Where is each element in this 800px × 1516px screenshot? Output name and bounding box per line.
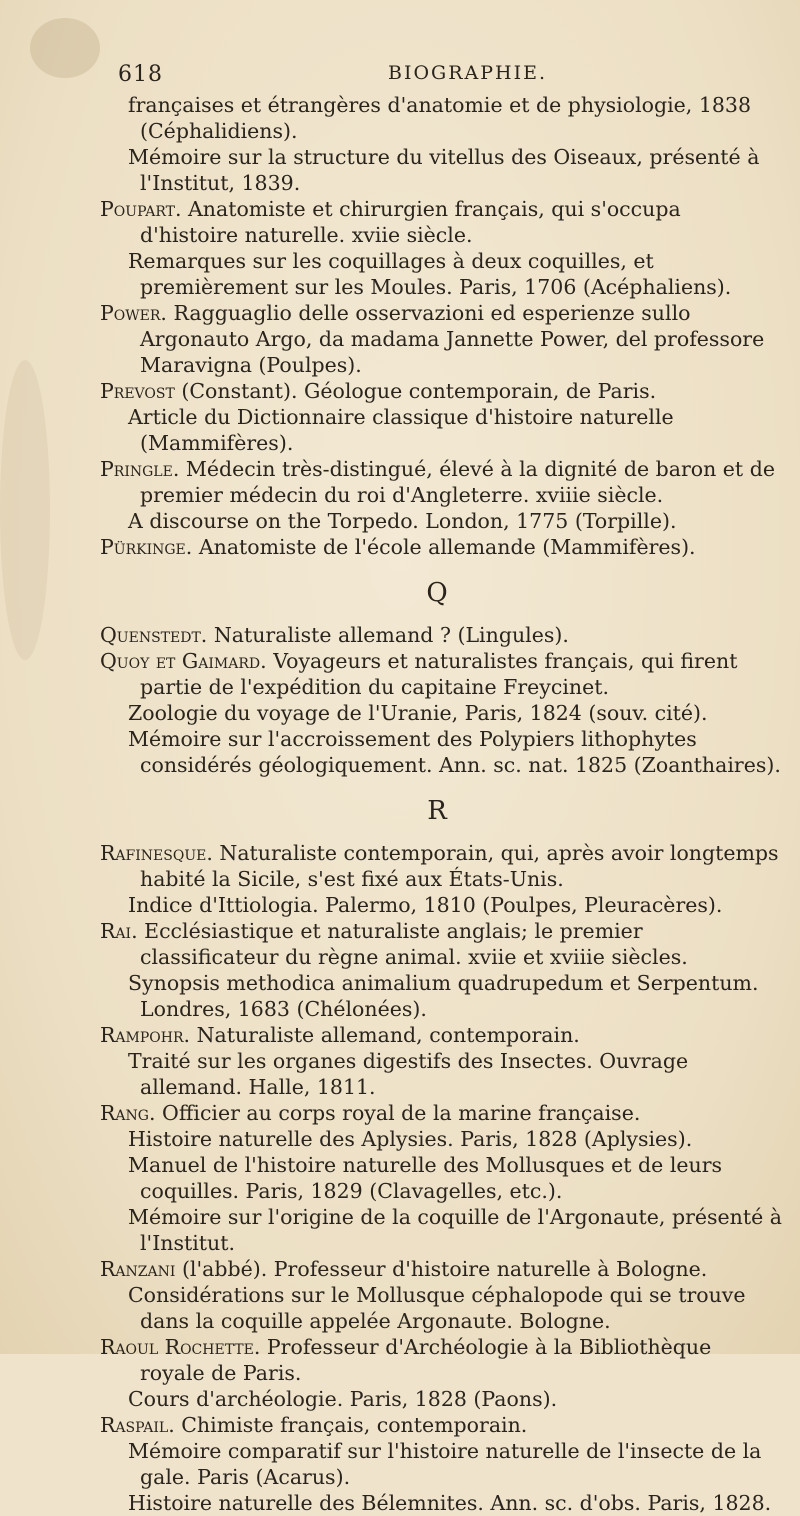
biography-entry (92, 456, 782, 508)
biography-entry (92, 534, 782, 560)
entry-name: Poupart. (100, 197, 182, 221)
work-citation: Article du Dictionnaire classique d'histoire naturelle (Mammifères). (128, 405, 674, 455)
entry-name: Raoul Rochette. (100, 1335, 261, 1359)
entry-text: Officier au corps royal de la marine française. (155, 1101, 641, 1125)
section-letter: Q (426, 578, 448, 608)
biography-entry (92, 648, 782, 700)
biography-entry (92, 1022, 782, 1048)
biography-entry (92, 1256, 782, 1282)
entry-text: Chimiste français, contemporain. (174, 1413, 528, 1437)
entry-name: Quoy et Gaimard. (100, 649, 267, 673)
work-citation: Mémoire sur l'accroissement des Polypiers lithophytes considérés géologiquement. Ann. sc. nat. 1825 (Zoanthaires). (128, 727, 781, 777)
work-citation: Considérations sur le Mollusque céphalopode qui se trouve dans la coquille appelée Argonaute. Bologne. (128, 1283, 746, 1333)
biography-entry (92, 840, 782, 892)
biography-entry (92, 378, 782, 404)
work-citation: Mémoire sur la structure du vitellus des Oiseaux, présenté à l'Institut, 1839. (128, 145, 760, 195)
work-citation: Mémoire comparatif sur l'histoire naturelle de l'insecte de la gale. Paris (Acarus). (128, 1439, 762, 1489)
entry-name: Raspail. (100, 1413, 175, 1437)
entry-name: Pringle. (100, 457, 180, 481)
entry-name: Quenstedt. (100, 623, 208, 647)
entry-text: Anatomiste et chirurgien français, qui s'occupa d'histoire naturelle. xviie siècle. (140, 197, 681, 247)
biography-entry (92, 1412, 782, 1438)
entry-text: Ragguaglio delle osservazioni ed esperienze sullo Argonauto Argo, da madama Jannette Power, del professore Maravigna (Poulpes). (140, 301, 765, 377)
entry-text: (l'abbé). Professeur d'histoire naturelle à Bologne. (175, 1257, 708, 1281)
section-letter: R (427, 796, 447, 826)
entry-text: (Constant). Géologue contemporain, de Paris. (174, 379, 657, 403)
biography-entry (92, 1100, 782, 1126)
entry-text: Ecclésiastique et naturaliste anglais; le premier classificateur du règne animal. xviie et xviiie siècles. (137, 919, 688, 969)
running-title: BIOGRAPHIE. (388, 62, 548, 84)
biography-entry (92, 918, 782, 970)
work-citation: Zoologie du voyage de l'Uranie, Paris, 1824 (souv. cité). (128, 701, 708, 725)
entry-name: Rai. (100, 919, 138, 943)
work-citation: Traité sur les organes digestifs des Insectes. Ouvrage allemand. Halle, 1811. (128, 1049, 689, 1099)
work-citation: Remarques sur les coquillages à deux coquilles, et premièrement sur les Moules. Paris, 1706 (Acéphaliens). (128, 249, 732, 299)
paper-stain (30, 18, 100, 78)
biography-entry (92, 1334, 782, 1386)
entry-name: Prevost (100, 379, 175, 403)
work-citation: Indice d'Ittiologia. Palermo, 1810 (Poulpes, Pleuracères). (128, 893, 723, 917)
page-number: 618 (118, 62, 163, 87)
paper-stain (0, 360, 50, 660)
continued-text: françaises et étrangères d'anatomie et de physiologie, 1838 (Céphalidiens). (128, 93, 751, 143)
entry-name: Ranzani (100, 1257, 176, 1281)
entry-text: Médecin très-distingué, élevé à la dignité de baron et de premier médecin du roi d'Angleterre. xviiie siècle. (140, 457, 775, 507)
entry-name: Power. (100, 301, 167, 325)
work-citation: Manuel de l'histoire naturelle des Mollusques et de leurs coquilles. Paris, 1829 (Clavagelles, etc.). (128, 1153, 723, 1203)
work-citation: Cours d'archéologie. Paris, 1828 (Paons). (128, 1387, 558, 1411)
biography-entry (92, 622, 782, 648)
page-body (92, 92, 782, 1516)
biography-entry (92, 300, 782, 378)
biography-entry (92, 196, 782, 248)
entry-text: Naturaliste allemand, contemporain. (190, 1023, 580, 1047)
work-citation: A discourse on the Torpedo. London, 1775 (Torpille). (128, 509, 677, 533)
work-citation: Histoire naturelle des Bélemnites. Ann. sc. d'obs. Paris, 1828. (128, 1491, 772, 1515)
entry-name: Rang. (100, 1101, 156, 1125)
entry-text: Professeur d'Archéologie à la Bibliothèque royale de Paris. (140, 1335, 712, 1385)
entry-name: Pürkinge. (100, 535, 193, 559)
entry-name: Rafinesque. (100, 841, 213, 865)
work-citation: Synopsis methodica animalium quadrupedum et Serpentum. Londres, 1683 (Chélonées). (128, 971, 759, 1021)
work-citation: Mémoire sur l'origine de la coquille de l'Argonaute, présenté à l'Institut. (128, 1205, 782, 1255)
entry-text: Naturaliste allemand ? (Lingules). (207, 623, 569, 647)
entry-text: Voyageurs et naturalistes français, qui firent partie de l'expédition du capitaine Freycinet. (140, 649, 738, 699)
entry-text: Anatomiste de l'école allemande (Mammifères). (192, 535, 696, 559)
entry-name: Rampohr. (100, 1023, 191, 1047)
work-citation: Histoire naturelle des Aplysies. Paris, 1828 (Aplysies). (128, 1127, 693, 1151)
entry-text: Naturaliste contemporain, qui, après avoir longtemps habité la Sicile, s'est fixé aux États-Unis. (140, 841, 779, 891)
